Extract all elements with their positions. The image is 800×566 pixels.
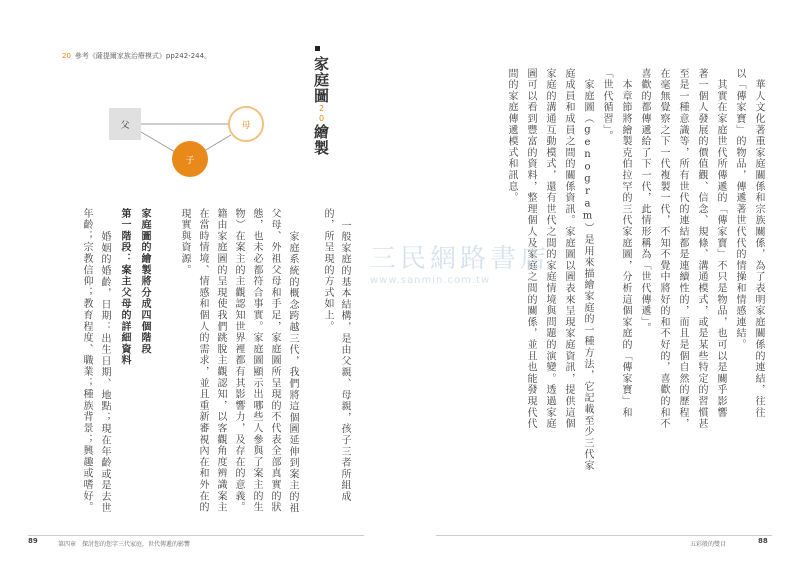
mother-child-line [204,135,231,151]
body-column: 家庭的溝通互動模式，還有世代之間的家庭情境與問題的演變。透過家庭 [544,68,555,430]
father-child-line [141,132,175,152]
mother-label: 母 [241,120,251,131]
body-column: 著一個人發展的價值觀、信念、規條、溝通模式，或是某些特定的習慣甚 [696,68,707,430]
section-title-tail: 繪製 [312,124,330,156]
section-title-text: 家庭圖 [312,56,330,104]
mother-node [228,106,264,142]
body-column: 本章節將繪製克伯拉罕的三代家庭圖，分析這個家庭的「傳家寶」和 [620,68,631,419]
body-column: 在毫無覺察之下一代複製一代，不知不覺中將好的和不好的，喜歡的和不 [658,68,669,430]
body-column: 家庭系統的概念跨越三代，我們將這個圖延伸到案主的祖 [287,220,298,514]
section-title [311,56,332,156]
body-column: 華人文化著重家庭關係和宗族關係，為了表明家庭關係的連結，往往 [753,68,764,419]
body-column: 至是一種意識等，所有世代的連結都是連續性的，而且是個自然的歷程， [677,68,688,430]
watermark-url: www.sanmin.com.tw [370,275,491,286]
body-column: 籍由家庭圖的呈現使我們跳脫主觀認知，以客觀角度辨識案主 [215,208,226,514]
footnote [62,51,211,61]
body-column: 物）在案主的主觀認知世界裡都有其影響力，及存在的意義。 [233,208,244,514]
body-column: 間的家庭傳遞模式和訊息。 [506,68,517,204]
stage-heading: 第一階段：案主父母的詳細資料 [119,208,130,367]
body-column: 婚姻的婚齡，日期：出生日期、地點；現在年齡或是去世 [99,220,110,514]
body-column: 其實在家庭世代所傳遞的「傳家寶」不只是物品，也可以是關乎影響 [715,68,726,419]
title-marker [315,46,320,51]
family-diagram [100,80,290,190]
watermark-text: 三民網路書店 [370,244,551,274]
body-column: 態，也未必都符合事實。家庭圖顯示出哪些人參與了案主的生 [251,208,262,514]
child-node [172,141,208,177]
body-column: 庭成員和成員之間的關係資訊。家庭圖以圖表來呈現家庭資訊，提供這個 [563,68,574,430]
running-footer: 五彩般的雙目 [690,541,727,548]
page-number: 88 [758,537,768,545]
body-column: 圖可以看到豐富的資料，整理個人及家庭之間的關係，並且也能發現代代 [525,68,536,430]
footer-rule [28,535,364,536]
footer-rule [436,535,772,536]
body-column: 年齡；宗教信仰；教育程度、職業；種族背景；興趣或嗜好。 [81,208,92,514]
body-column: 現實與資源。 [179,208,190,276]
section-title-number: 20 [317,104,326,124]
father-node [109,108,141,140]
body-column: 在當時情境、情感和個人的需求，並且重新審視內在和外在的 [197,208,208,514]
watermark [370,238,550,286]
father-label: 父 [120,120,130,131]
footnote-text: 參考《薩提爾家族治療模式》pp242-244。 [74,52,212,60]
body-column: 父母、外祖父母和手足，家庭圖所呈現的不代表全部真實的狀 [269,208,280,514]
body-column: 「世代循習」。 [601,68,612,143]
page-number: 89 [28,537,38,545]
child-label: 子 [185,155,195,166]
body-column: 一般家庭的基本結構，是由父親、母親，孩子三者所組成 [339,220,350,503]
body-column: 喜歡的都傳遞給了下一代，此情形稱為「世代傳遞」。 [639,68,650,335]
footnote-number: 20 [62,52,71,60]
body-column: 以「傳家寶」的物品，傳遞著世代代的情操和情感連結。 [734,68,745,351]
body-column: 的，所呈現的方式如上。 [322,208,333,333]
subsection-heading: 家庭圖的繪製將分成四個階段 [139,208,150,355]
body-column: 家庭圖（genogram）是用來描繪家庭的一種方法，它記載至少三代家 [582,68,593,472]
running-footer: 第四章 探討您的您字三代家庭，世代傳遞的影響 [58,541,191,548]
